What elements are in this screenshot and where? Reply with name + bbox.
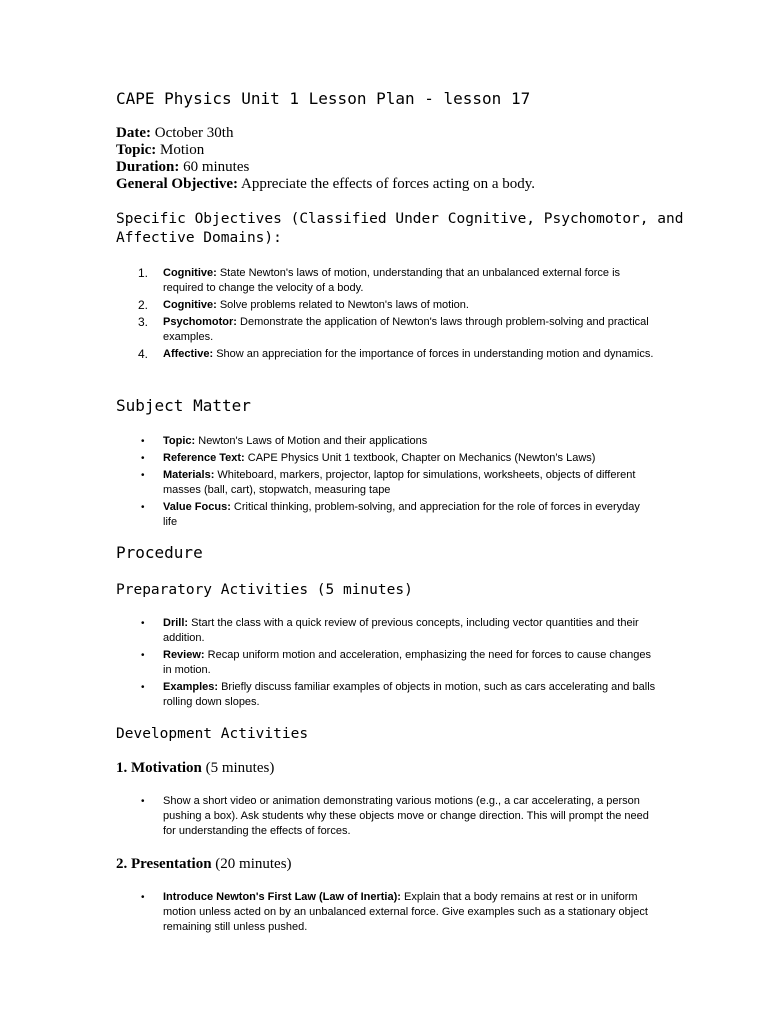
specific-objectives-heading	[116, 210, 683, 248]
list-item	[116, 434, 656, 449]
item-text: Solve problems related to Newton's laws of motion.	[219, 299, 469, 311]
item-label: Examples:	[163, 681, 219, 693]
list-item	[116, 794, 656, 839]
item-label: Topic:	[163, 435, 196, 447]
item-label: Review:	[163, 649, 205, 661]
subject-matter-list	[116, 434, 656, 532]
item-text: Show an appreciation for the importance of forces in understanding motion and dynamics.	[216, 348, 654, 360]
list-number: 3.	[138, 315, 149, 329]
list-item	[116, 648, 656, 678]
item-label: Cognitive:	[163, 299, 217, 311]
meta-duration	[116, 159, 535, 176]
page-title: CAPE Physics Unit 1 Lesson Plan - lesson 17	[116, 89, 531, 108]
item-text: Recap uniform motion and acceleration, emphasizing the need for forces to cause changes in motion.	[163, 649, 651, 676]
item-text: CAPE Physics Unit 1 textbook, Chapter on Mechanics (Newton’s Laws)	[247, 452, 596, 464]
list-item	[116, 298, 656, 313]
item-text: Whiteboard, markers, projector, laptop for simulations, worksheets, objects of different masses (ball, cart), stopwatch, measuring tape	[163, 469, 636, 496]
presentation-duration: (20 minutes)	[215, 856, 292, 872]
bullet-icon: •	[141, 453, 145, 464]
specific-objectives-list	[116, 266, 656, 364]
procedure-heading: Procedure	[116, 543, 203, 562]
item-text: Show a short video or animation demonstrating various motions (e.g., a car accelerating, a person pushing a box). Ask students why these objects move or change direction. This will prompt the need for understanding the effects of forces.	[163, 795, 649, 837]
item-label: Value Focus:	[163, 501, 231, 513]
objective-value: Appreciate the effects of forces acting on a body.	[240, 176, 536, 192]
meta-topic	[116, 142, 535, 159]
item-text: Briefly discuss familiar examples of objects in motion, such as cars accelerating and balls rolling down slopes.	[163, 681, 656, 708]
list-number: 4.	[138, 347, 149, 361]
motivation-title: 1. Motivation	[116, 760, 202, 776]
topic-label: Topic:	[116, 142, 157, 158]
item-label: Psychomotor:	[163, 316, 237, 328]
item-text: Explain that a body remains at rest or in uniform motion unless acted on by an unbalanced external force. Give examples such as a stationary object remaining still unless pushed.	[163, 891, 648, 933]
item-label: Reference Text:	[163, 452, 245, 464]
duration-value: 60 minutes	[183, 159, 250, 175]
bullet-icon: •	[141, 650, 145, 661]
topic-value: Motion	[160, 142, 205, 158]
presentation-list	[116, 890, 656, 937]
item-label: Cognitive:	[163, 267, 217, 279]
subject-matter-heading: Subject Matter	[116, 396, 251, 415]
list-item	[116, 266, 656, 296]
item-text: State Newton's laws of motion, understanding that an unbalanced external force is required to change the velocity of a body.	[163, 267, 621, 294]
motivation-heading	[116, 760, 274, 777]
preparatory-heading: Preparatory Activities (5 minutes)	[116, 582, 413, 598]
item-label: Affective:	[163, 348, 214, 360]
bullet-icon: •	[141, 618, 145, 629]
item-text: Newton's Laws of Motion and their applications	[198, 435, 428, 447]
preparatory-list	[116, 616, 656, 712]
item-label: Drill:	[163, 617, 189, 629]
list-item	[116, 315, 656, 345]
bullet-icon: •	[141, 892, 145, 903]
list-item	[116, 451, 656, 466]
list-item	[116, 347, 656, 362]
lesson-meta	[116, 125, 535, 193]
list-item	[116, 468, 656, 498]
list-item	[116, 616, 656, 646]
bullet-icon: •	[141, 470, 145, 481]
meta-objective	[116, 176, 535, 193]
item-label: Materials:	[163, 469, 215, 481]
list-item	[116, 680, 656, 710]
development-heading: Development Activities	[116, 726, 309, 742]
bullet-icon: •	[141, 502, 145, 513]
specific-objectives-heading-line1: Specific Objectives (Classified Under Cognitive, Psychomotor, and	[116, 211, 684, 227]
motivation-duration: (5 minutes)	[205, 760, 275, 776]
presentation-heading	[116, 856, 292, 873]
presentation-title: 2. Presentation	[116, 856, 212, 872]
list-item	[116, 500, 656, 530]
item-text: Demonstrate the application of Newton's laws through problem-solving and practical examples.	[163, 316, 649, 343]
motivation-list	[116, 794, 656, 841]
bullet-icon: •	[141, 682, 145, 693]
bullet-icon: •	[141, 796, 145, 807]
bullet-icon: •	[141, 436, 145, 447]
item-label: Introduce Newton's First Law (Law of Inertia):	[163, 891, 401, 903]
list-number: 1.	[138, 266, 149, 280]
item-text: Start the class with a quick review of previous concepts, including vector quantities and their addition.	[163, 617, 639, 644]
list-number: 2.	[138, 298, 149, 312]
item-text: Critical thinking, problem-solving, and appreciation for the role of forces in everyday life	[163, 501, 640, 528]
meta-date	[116, 125, 535, 142]
date-label: Date:	[116, 125, 151, 141]
objective-label: General Objective:	[116, 176, 239, 192]
list-item	[116, 890, 656, 935]
specific-objectives-heading-line2: Affective Domains):	[116, 230, 282, 246]
date-value: October 30th	[154, 125, 234, 141]
duration-label: Duration:	[116, 159, 180, 175]
